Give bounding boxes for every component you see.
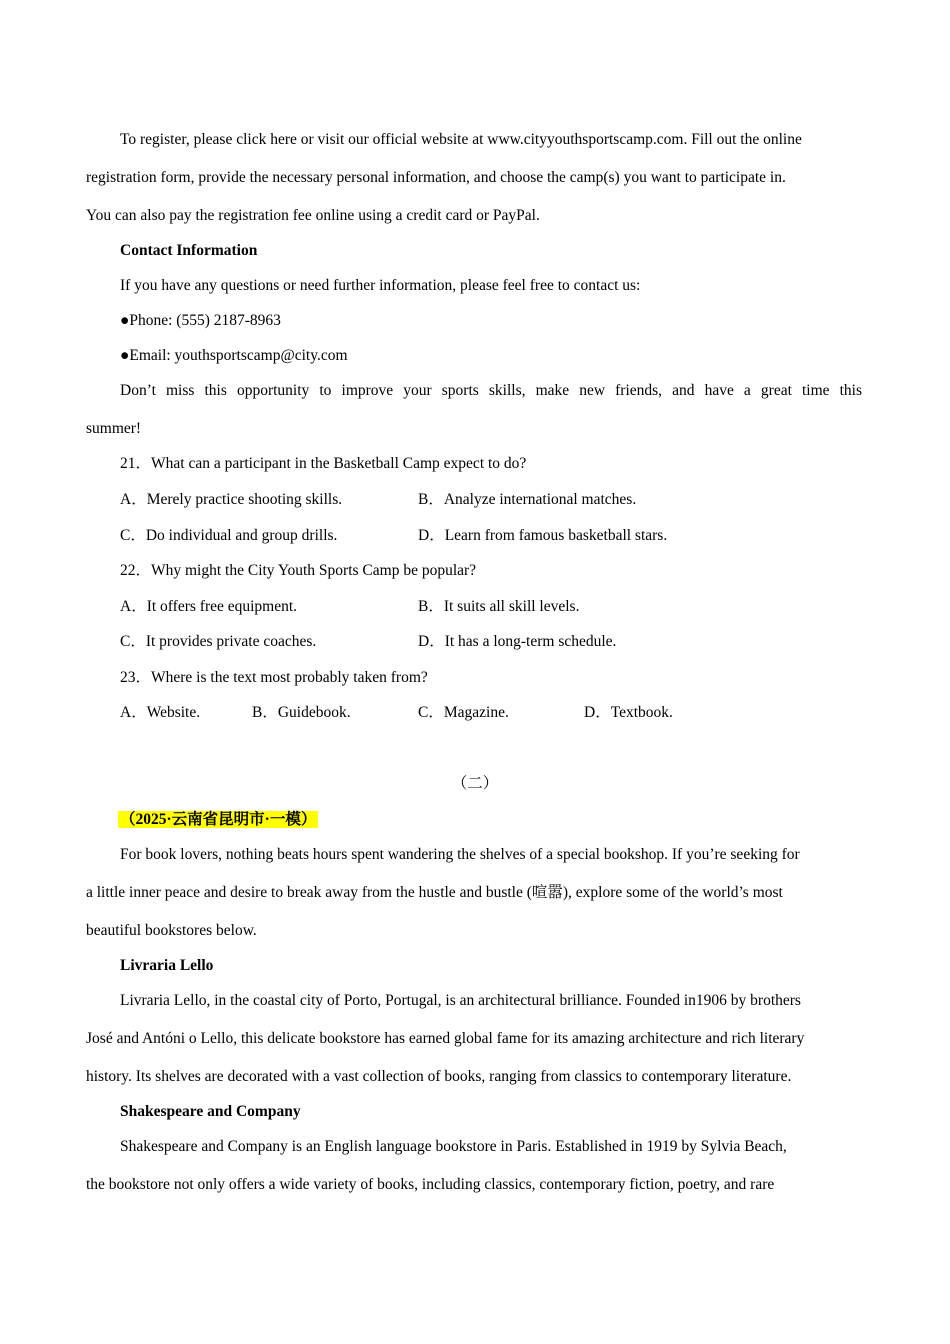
intro-line-2: a little inner peace and desire to break away from the hustle and bustle (喧嚣), explore some of the world’s most	[86, 884, 783, 901]
store-1-line-2: José and Antóni o Lello, this delicate bookstore has earned global fame for its amazing architecture and rich literary	[86, 1030, 805, 1047]
store-1-heading: Livraria Lello	[120, 957, 214, 974]
question-23-option-c: C．Magazine.	[418, 704, 509, 721]
question-21-option-a: A．Merely practice shooting skills.	[120, 491, 343, 508]
question-22-option-c: C．It provides private coaches.	[120, 633, 317, 650]
store-1-line-3: history. Its shelves are decorated with a vast collection of books, ranging from classics to contemporary literature.	[86, 1068, 792, 1085]
question-23-stem: 23．Where is the text most probably taken from?	[120, 669, 428, 686]
store-2-line-2: the bookstore not only offers a wide variety of books, including classics, contemporary fiction, poetry, and rare	[86, 1176, 775, 1193]
registration-line-1: To register, please click here or visit our official website at www.cityyouthsportscamp.com. Fill out the online	[120, 131, 802, 148]
registration-line-3: You can also pay the registration fee online using a credit card or PayPal.	[86, 207, 540, 224]
question-22-stem: 22．Why might the City Youth Sports Camp be popular?	[120, 562, 477, 579]
store-2-line-1: Shakespeare and Company is an English language bookstore in Paris. Established in 1919 by Sylvia Beach,	[120, 1138, 787, 1155]
registration-line-2: registration form, provide the necessary personal information, and choose the camp(s) you want to participate in.	[86, 169, 786, 186]
store-1-line-1: Livraria Lello, in the coastal city of Porto, Portugal, is an architectural brilliance. Founded in1906 by brothers	[120, 992, 801, 1009]
section-number: （二）	[451, 775, 499, 792]
question-22-option-a: A．It offers free equipment.	[120, 598, 298, 615]
contact-heading: Contact Information	[120, 242, 258, 259]
contact-intro: If you have any questions or need further information, please feel free to contact us:	[120, 277, 641, 294]
question-22-option-b: B．It suits all skill levels.	[418, 598, 580, 615]
contact-phone: ●Phone: (555) 2187-8963	[120, 312, 281, 329]
question-21-stem: 21．What can a participant in the Basketball Camp expect to do?	[120, 455, 527, 472]
question-21-option-b: B．Analyze international matches.	[418, 491, 637, 508]
question-23-option-a: A．Website.	[120, 704, 201, 721]
intro-line-3: beautiful bookstores below.	[86, 922, 257, 939]
closing-line-2: summer!	[86, 420, 142, 437]
source-tag-highlight: （2025·云南省昆明市·一模）	[120, 811, 317, 828]
intro-line-1: For book lovers, nothing beats hours spent wandering the shelves of a special bookshop. If you’re seeking for	[120, 846, 800, 863]
question-21-option-c: C．Do individual and group drills.	[120, 527, 338, 544]
question-23-option-d: D．Textbook.	[584, 704, 673, 721]
contact-email: ●Email: youthsportscamp@city.com	[120, 347, 348, 364]
closing-line-1: Don’t miss this opportunity to improve your sports skills, make new friends, and have a great time this	[120, 382, 862, 399]
question-21-option-d: D．Learn from famous basketball stars.	[418, 527, 668, 544]
question-22-option-d: D．It has a long-term schedule.	[418, 633, 617, 650]
source-tag	[118, 810, 318, 830]
question-23-option-b: B．Guidebook.	[252, 704, 351, 721]
store-2-heading: Shakespeare and Company	[120, 1103, 301, 1120]
